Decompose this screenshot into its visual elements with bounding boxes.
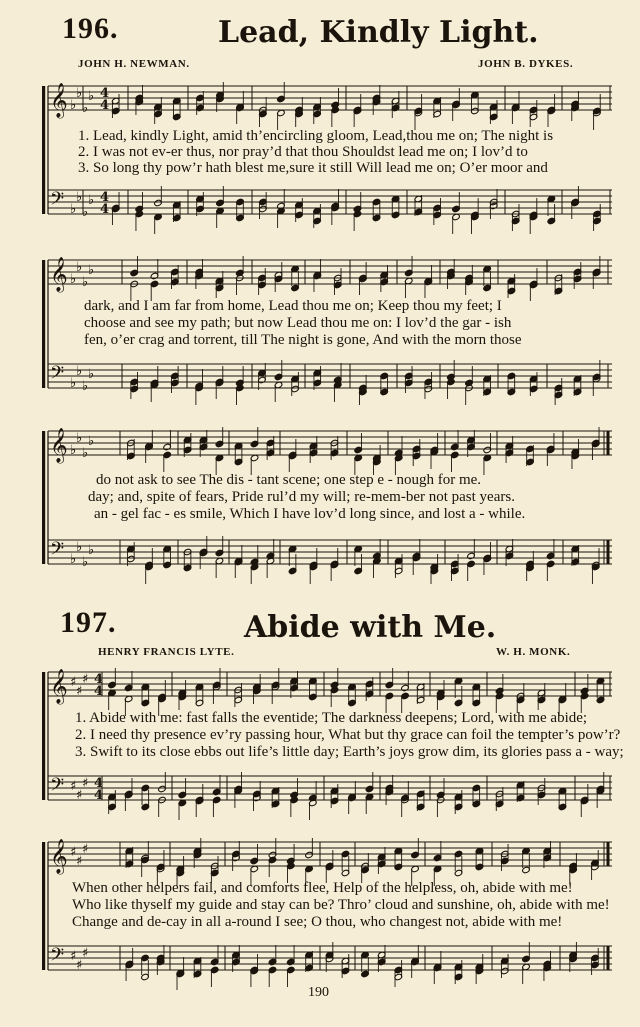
flat-sign-icon: ♭ bbox=[82, 205, 89, 220]
flat-sign-icon: ♭ bbox=[76, 86, 83, 101]
sharp-sign-icon: ♯ bbox=[82, 672, 89, 687]
verse-line: 3. So long thy pow’r hath blest me,sure it still Will lead me on; O’er moor and bbox=[78, 160, 548, 176]
flat-sign-icon: ♭ bbox=[70, 272, 77, 287]
treble-clef-icon: 𝄞 bbox=[50, 83, 68, 118]
time-signature-denominator: 4 bbox=[100, 202, 110, 217]
sharp-sign-icon: ♯ bbox=[76, 854, 83, 869]
flat-sign-icon: ♭ bbox=[76, 190, 83, 205]
lyricist-credit: JOHN H. NEWMAN. bbox=[78, 58, 190, 70]
verse-line: 2. I was not ev-er thus, nor pray’d that thou Shouldst lead me on; I lov’d to bbox=[78, 144, 528, 160]
system-bracket bbox=[42, 842, 45, 970]
hymn-number: 196. bbox=[62, 12, 119, 45]
time-signature-numerator: 4 bbox=[94, 672, 104, 687]
flat-sign-icon: ♭ bbox=[82, 101, 89, 116]
treble-clef-icon: 𝄞 bbox=[50, 839, 68, 874]
verse-line: an - gel fac - es smile, Which I have lov’d long since, and lost a - while. bbox=[94, 506, 526, 522]
time-signature-numerator: 4 bbox=[100, 86, 110, 101]
sharp-sign-icon: ♯ bbox=[76, 788, 83, 803]
verse-line: choose and see my path; but now Lead thou me on: I lov’d the gar - ish bbox=[84, 315, 512, 331]
verse-line: When other helpers fail, and comforts flee, Help of the helpless, oh, abide with me! bbox=[72, 880, 573, 896]
flat-sign-icon: ♭ bbox=[70, 552, 77, 567]
hymn-title: Abide with Me. bbox=[244, 610, 497, 645]
verse-line: fen, o’er crag and torrent, till The night is gone, And with the morn those bbox=[84, 332, 522, 348]
sharp-sign-icon: ♯ bbox=[70, 949, 77, 964]
page-number: 190 bbox=[308, 985, 329, 1000]
hymn-number: 197. bbox=[60, 606, 117, 639]
sharp-sign-icon: ♯ bbox=[82, 842, 89, 857]
sharp-sign-icon: ♯ bbox=[82, 776, 89, 791]
flat-sign-icon: ♭ bbox=[88, 263, 95, 278]
system-bracket bbox=[42, 260, 45, 388]
verse-line: 2. I need thy presence ev’ry passing hour, What but thy grace can foil the tempter’s pow’r? bbox=[75, 727, 621, 743]
flat-sign-icon: ♭ bbox=[88, 367, 95, 382]
composer-credit: JOHN B. DYKES. bbox=[478, 58, 574, 70]
time-signature-denominator: 4 bbox=[100, 98, 110, 113]
bass-clef-icon: 𝄢 bbox=[50, 363, 65, 388]
hymn-title: Lead, Kindly Light. bbox=[218, 15, 539, 50]
verse-line: 1. Abide with me: fast falls the eventide; The darkness deepens; Lord, with me abide; bbox=[75, 710, 588, 726]
flat-sign-icon: ♭ bbox=[76, 260, 83, 275]
sharp-sign-icon: ♯ bbox=[76, 684, 83, 699]
treble-clef-icon: 𝄞 bbox=[50, 428, 68, 463]
verse-line: Change and de-cay in all a-round I see; O thou, who changest not, abide with me! bbox=[72, 914, 563, 930]
flat-sign-icon: ♭ bbox=[88, 89, 95, 104]
sharp-sign-icon: ♯ bbox=[76, 958, 83, 973]
composer-credit: W. H. MONK. bbox=[496, 646, 571, 658]
time-signature-numerator: 4 bbox=[100, 190, 110, 205]
flat-sign-icon: ♭ bbox=[82, 446, 89, 461]
time-signature-denominator: 4 bbox=[94, 684, 104, 699]
flat-sign-icon: ♭ bbox=[76, 431, 83, 446]
verse-line: day; and, spite of fears, Pride rul’d my will; re-mem-ber not past years. bbox=[88, 489, 515, 505]
sharp-sign-icon: ♯ bbox=[70, 779, 77, 794]
flat-sign-icon: ♭ bbox=[82, 379, 89, 394]
treble-clef-icon: 𝄞 bbox=[50, 669, 68, 704]
verse-line: 3. Swift to its close ebbs out life’s little day; Earth’s joys grow dim, its glories pass a - way; bbox=[75, 744, 624, 760]
system-bracket bbox=[42, 672, 45, 800]
flat-sign-icon: ♭ bbox=[88, 434, 95, 449]
time-signature-denominator: 4 bbox=[94, 788, 104, 803]
flat-sign-icon: ♭ bbox=[82, 275, 89, 290]
sharp-sign-icon: ♯ bbox=[70, 675, 77, 690]
flat-sign-icon: ♭ bbox=[76, 364, 83, 379]
verse-line: do not ask to see The dis - tant scene; one step e - nough for me. bbox=[96, 472, 482, 488]
flat-sign-icon: ♭ bbox=[82, 555, 89, 570]
system-bracket bbox=[42, 431, 45, 564]
verse-line: Who like thyself my guide and stay can be? Thro’ cloud and sunshine, oh, abide with me! bbox=[72, 897, 610, 913]
bass-clef-icon: 𝄢 bbox=[50, 539, 65, 564]
treble-clef-icon: 𝄞 bbox=[50, 257, 68, 292]
system-bracket bbox=[42, 86, 45, 214]
verse-line: 1. Lead, kindly Light, amid th’encircling gloom, Lead,thou me on; The night is bbox=[78, 128, 554, 144]
lyricist-credit: HENRY FRANCIS LYTE. bbox=[98, 646, 235, 658]
flat-sign-icon: ♭ bbox=[70, 98, 77, 113]
flat-sign-icon: ♭ bbox=[70, 443, 77, 458]
bass-clef-icon: 𝄢 bbox=[50, 189, 65, 214]
flat-sign-icon: ♭ bbox=[88, 193, 95, 208]
time-signature-numerator: 4 bbox=[94, 776, 104, 791]
sharp-sign-icon: ♯ bbox=[70, 845, 77, 860]
flat-sign-icon: ♭ bbox=[88, 543, 95, 558]
flat-sign-icon: ♭ bbox=[70, 376, 77, 391]
sharp-sign-icon: ♯ bbox=[82, 946, 89, 961]
verse-line: dark, and I am far from home, Lead thou me on; Keep thou my feet; I bbox=[84, 298, 502, 314]
flat-sign-icon: ♭ bbox=[76, 540, 83, 555]
bass-clef-icon: 𝄢 bbox=[50, 945, 65, 970]
flat-sign-icon: ♭ bbox=[70, 202, 77, 217]
bass-clef-icon: 𝄢 bbox=[50, 775, 65, 800]
